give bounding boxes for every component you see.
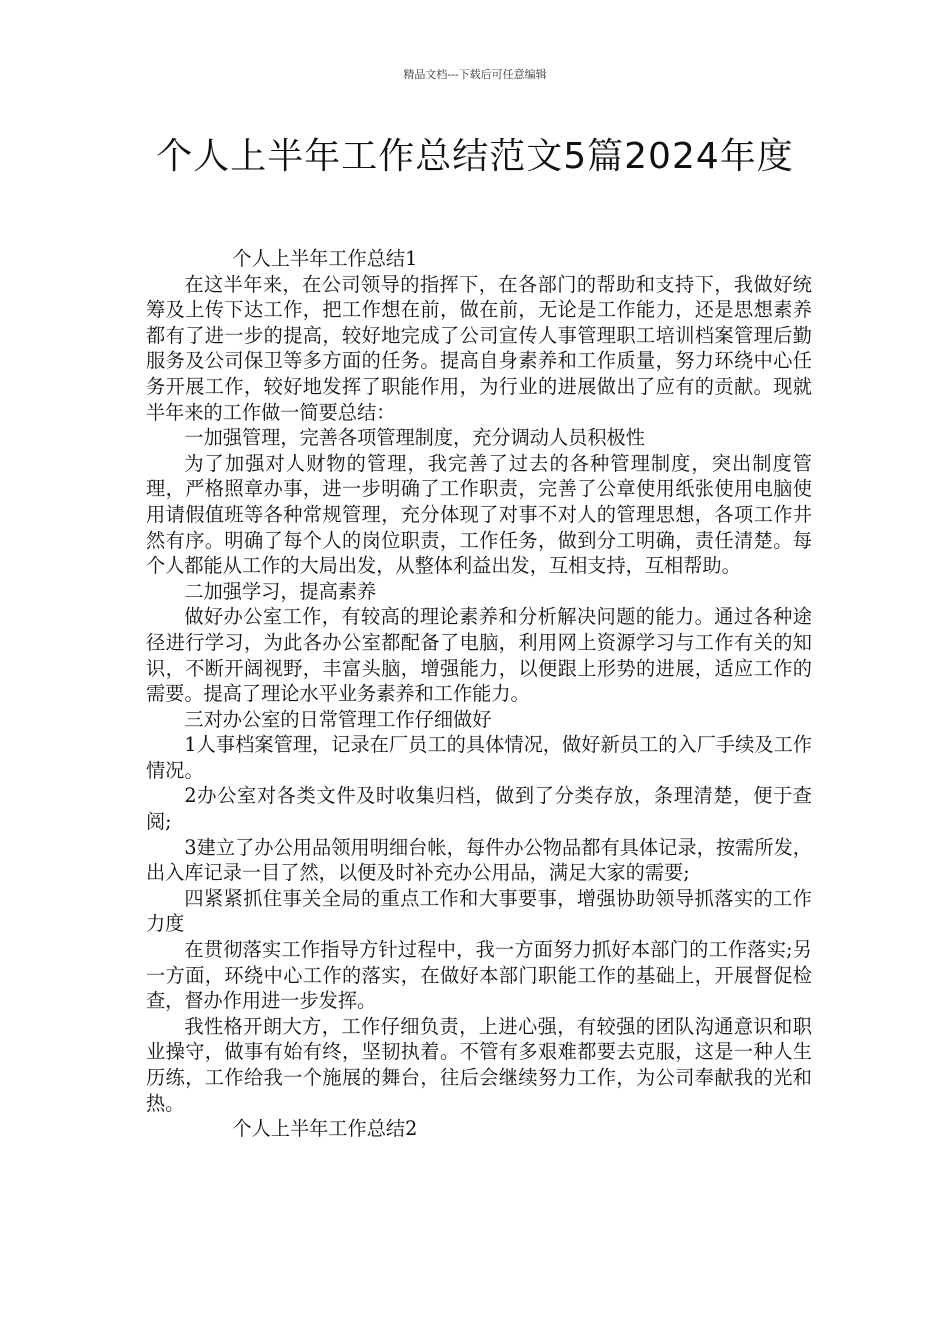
- list-item: 1人事档案管理，记录在厂员工的具体情况，做好新员工的入厂手续及工作情况。: [146, 733, 812, 782]
- body-paragraph: 在这半年来，在公司领导的指挥下，在各部门的帮助和支持下，我做好统筹及上传下达工作，把工作想在前，做在前，无论是工作能力，还是思想素养都有了进一步的提高，较好地完成了公司宣传人事管理职工培训档案管理后勤服务及公司保卫等多方面的任务。提高自身素养和工作质量，努力环绕中心任务开展工作，较好地发挥了职能作用，为行业的进展做出了应有的贡献。现就半年来的工作做一简要总结：: [146, 272, 812, 424]
- section-heading-2: 个人上半年工作总结2: [232, 1117, 418, 1141]
- subheading: 二加强学习，提高素养: [184, 579, 377, 603]
- list-item: 2办公室对各类文件及时收集归档，做到了分类存放，条理清楚，便于查阅;: [146, 784, 812, 834]
- list-item: 3建立了办公用品领用明细台帐，每件办公物品都有具体记录，按需所发，出入库记录一目了然，以便及时补充办公用品，满足大家的需要;: [146, 835, 812, 885]
- document-title: 个人上半年工作总结范文5篇2024年度: [156, 136, 794, 177]
- body-paragraph: 做好办公室工作，有较高的理论素养和分析解决问题的能力。通过各种途径进行学习，为此各办公室都配备了电脑，利用网上资源学习与工作有关的知识，不断开阔视野，丰富头脑，增强能力，以便跟上形势的进展，适应工作的需要。提高了理论水平业务素养和工作能力。: [146, 605, 812, 706]
- section-heading-1: 个人上半年工作总结1: [232, 247, 418, 270]
- body-paragraph: 我性格开朗大方，工作仔细负责，上进心强，有较强的团队沟通意识和职业操守，做事有始有终，坚韧执着。不管有多艰难都要去克服，这是一种人生历练，工作给我一个施展的舞台，往后会继续努力工作，为公司奉献我的光和热。: [146, 1014, 812, 1115]
- subheading: 三对办公室的日常管理工作仔细做好: [184, 707, 492, 731]
- document-body: [146, 246, 812, 1142]
- body-paragraph: 为了加强对人财物的管理，我完善了过去的各种管理制度，突出制度管理，严格照章办事，进一步明确了工作职责，完善了公章使用纸张使用电脑使用请假值班等各种常规管理，充分体现了对事不对人的管理思想，各项工作井然有序。明确了每个人的岗位职责，工作任务，做到分工明确，责任清楚。每个人都能从工作的大局出发，从整体利益出发，互相支持，互相帮助。: [146, 451, 812, 578]
- subheading: 一加强管理，完善各项管理制度，充分调动人员积极性: [184, 426, 645, 450]
- subheading: 四紧紧抓住事关全局的重点工作和大事要事，增强协助领导抓落实的工作力度: [146, 886, 812, 936]
- page-header-note: 精品文档---下载后可任意编辑: [403, 68, 547, 81]
- body-paragraph: 在贯彻落实工作指导方针过程中，我一方面努力抓好本部门的工作落实;另一方面，环绕中心工作的落实，在做好本部门职能工作的基础上，开展督促检查，督办作用进一步发挥。: [146, 938, 812, 1013]
